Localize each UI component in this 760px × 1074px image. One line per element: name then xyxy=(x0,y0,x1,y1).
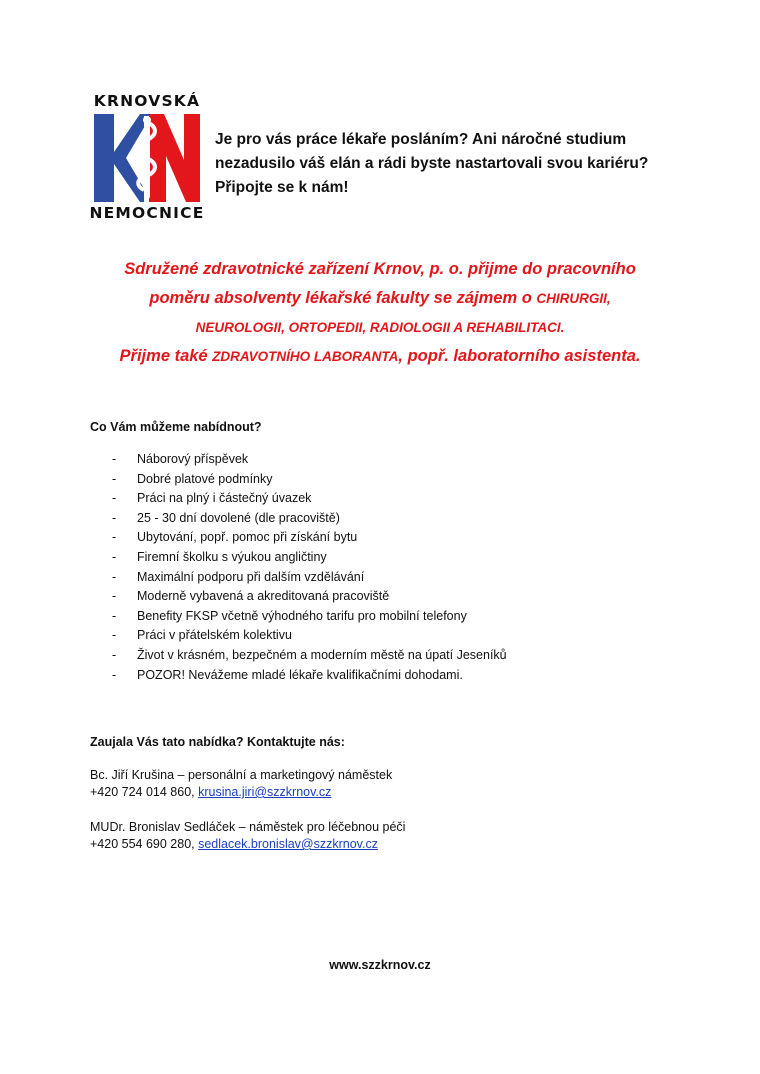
headline-line-1: Sdružené zdravotnické zařízení Krnov, p. o. přijme do pracovního xyxy=(124,260,636,278)
benefit-text: Firemní školku s výukou angličtiny xyxy=(137,549,327,564)
logo-top-text: KRNOVSKÁ xyxy=(93,92,201,110)
bullet-dash: - xyxy=(112,608,117,623)
bullet-dash: - xyxy=(112,589,117,604)
benefit-item xyxy=(112,509,507,529)
bullet-dash: - xyxy=(112,452,117,466)
contact-name: Bc. Jiří Krušina – personální a marketingový náměstek xyxy=(90,768,393,782)
benefit-item xyxy=(112,666,507,686)
email-link[interactable]: sedlacek.bronislav@szzkrnov.cz xyxy=(198,837,378,851)
benefit-item xyxy=(112,626,507,646)
bullet-dash: - xyxy=(112,647,117,662)
logo-bottom-text: NEMOCNICE xyxy=(89,204,205,222)
bullet-dash: - xyxy=(112,510,117,525)
benefit-text: Maximální podporu při dalším vzdělávání xyxy=(137,569,365,584)
benefit-item xyxy=(112,587,507,607)
benefit-text: Náborový příspěvek xyxy=(137,452,249,466)
intro-text xyxy=(215,128,685,200)
bullet-dash: - xyxy=(112,628,117,643)
benefit-item xyxy=(112,528,507,548)
email-link[interactable]: krusina.jiri@szzkrnov.cz xyxy=(198,785,332,799)
headline-text: poměru absolventy lékařské fakulty se zájmem o xyxy=(149,289,537,307)
headline-line-2 xyxy=(60,284,700,313)
bullet-dash: - xyxy=(112,667,117,682)
headline-text: Přijme také xyxy=(119,347,213,365)
contact-person-2 xyxy=(90,819,405,853)
benefit-text: Práci v přátelském kolektivu xyxy=(137,628,292,643)
benefit-text: 25 - 30 dní dovolené (dle pracoviště) xyxy=(137,510,340,525)
website-url: www.szzkrnov.cz xyxy=(329,958,431,972)
benefit-item xyxy=(112,607,507,627)
headline-specialty: ZDRAVOTNÍHO LABORANTA xyxy=(212,349,399,364)
contact-details xyxy=(90,784,392,801)
intro-line: Připojte se k nám! xyxy=(215,179,349,196)
intro-line: nezadusilo váš elán a rádi byste nastartovali svou kariéru? xyxy=(215,155,649,172)
benefits-list xyxy=(112,450,507,685)
benefit-text: Práci na plný i částečný úvazek xyxy=(137,491,312,506)
headline-specialty: CHIRURGII, xyxy=(536,291,611,306)
benefit-text: Ubytování, popř. pomoc při získání bytu xyxy=(137,530,358,545)
bullet-dash: - xyxy=(112,491,117,506)
bullet-dash: - xyxy=(112,530,117,545)
intro-line: Je pro vás práce lékaře posláním? Ani náročné studium xyxy=(215,131,627,148)
job-headline xyxy=(60,255,700,371)
benefit-item xyxy=(112,470,507,490)
bullet-dash: - xyxy=(112,569,117,584)
benefit-text: Dobré platové podmínky xyxy=(137,471,273,486)
benefit-item xyxy=(112,646,507,666)
contact-phone: +420 554 690 280, xyxy=(90,837,199,851)
benefit-text: POZOR! Nevážeme mladé lékaře kvalifikačními dohodami. xyxy=(137,667,463,682)
contact-name: MUDr. Bronislav Sedláček – náměstek pro léčebnou péči xyxy=(90,820,406,834)
headline-line-3: NEUROLOGII, ORTOPEDII, RADIOLOGII A REHABILITACI. xyxy=(195,320,565,335)
benefit-item xyxy=(112,450,507,470)
offer-title: Co Vám můžeme nabídnout? xyxy=(90,420,262,434)
contact-phone: +420 724 014 860, xyxy=(90,785,199,799)
bullet-dash: - xyxy=(112,549,117,564)
benefit-text: Život v krásném, bezpečném a moderním městě na úpatí Jeseníků xyxy=(137,647,507,662)
hospital-logo xyxy=(88,92,206,222)
contact-person-1 xyxy=(90,767,392,801)
benefit-item xyxy=(112,568,507,588)
headline-line-4 xyxy=(60,342,700,371)
bullet-dash: - xyxy=(112,471,117,486)
headline-text: , popř. laboratorního asistenta. xyxy=(398,347,641,365)
benefit-text: Moderně vybavená a akreditovaná pracoviště xyxy=(137,589,390,604)
contact-title: Zaujala Vás tato nabídka? Kontaktujte nás: xyxy=(90,735,345,749)
contact-details xyxy=(90,836,405,853)
benefit-text: Benefity FKSP včetně výhodného tarifu pro mobilní telefony xyxy=(137,608,467,623)
logo-emblem-icon xyxy=(92,112,202,204)
benefit-item xyxy=(112,548,507,568)
benefit-item xyxy=(112,489,507,509)
